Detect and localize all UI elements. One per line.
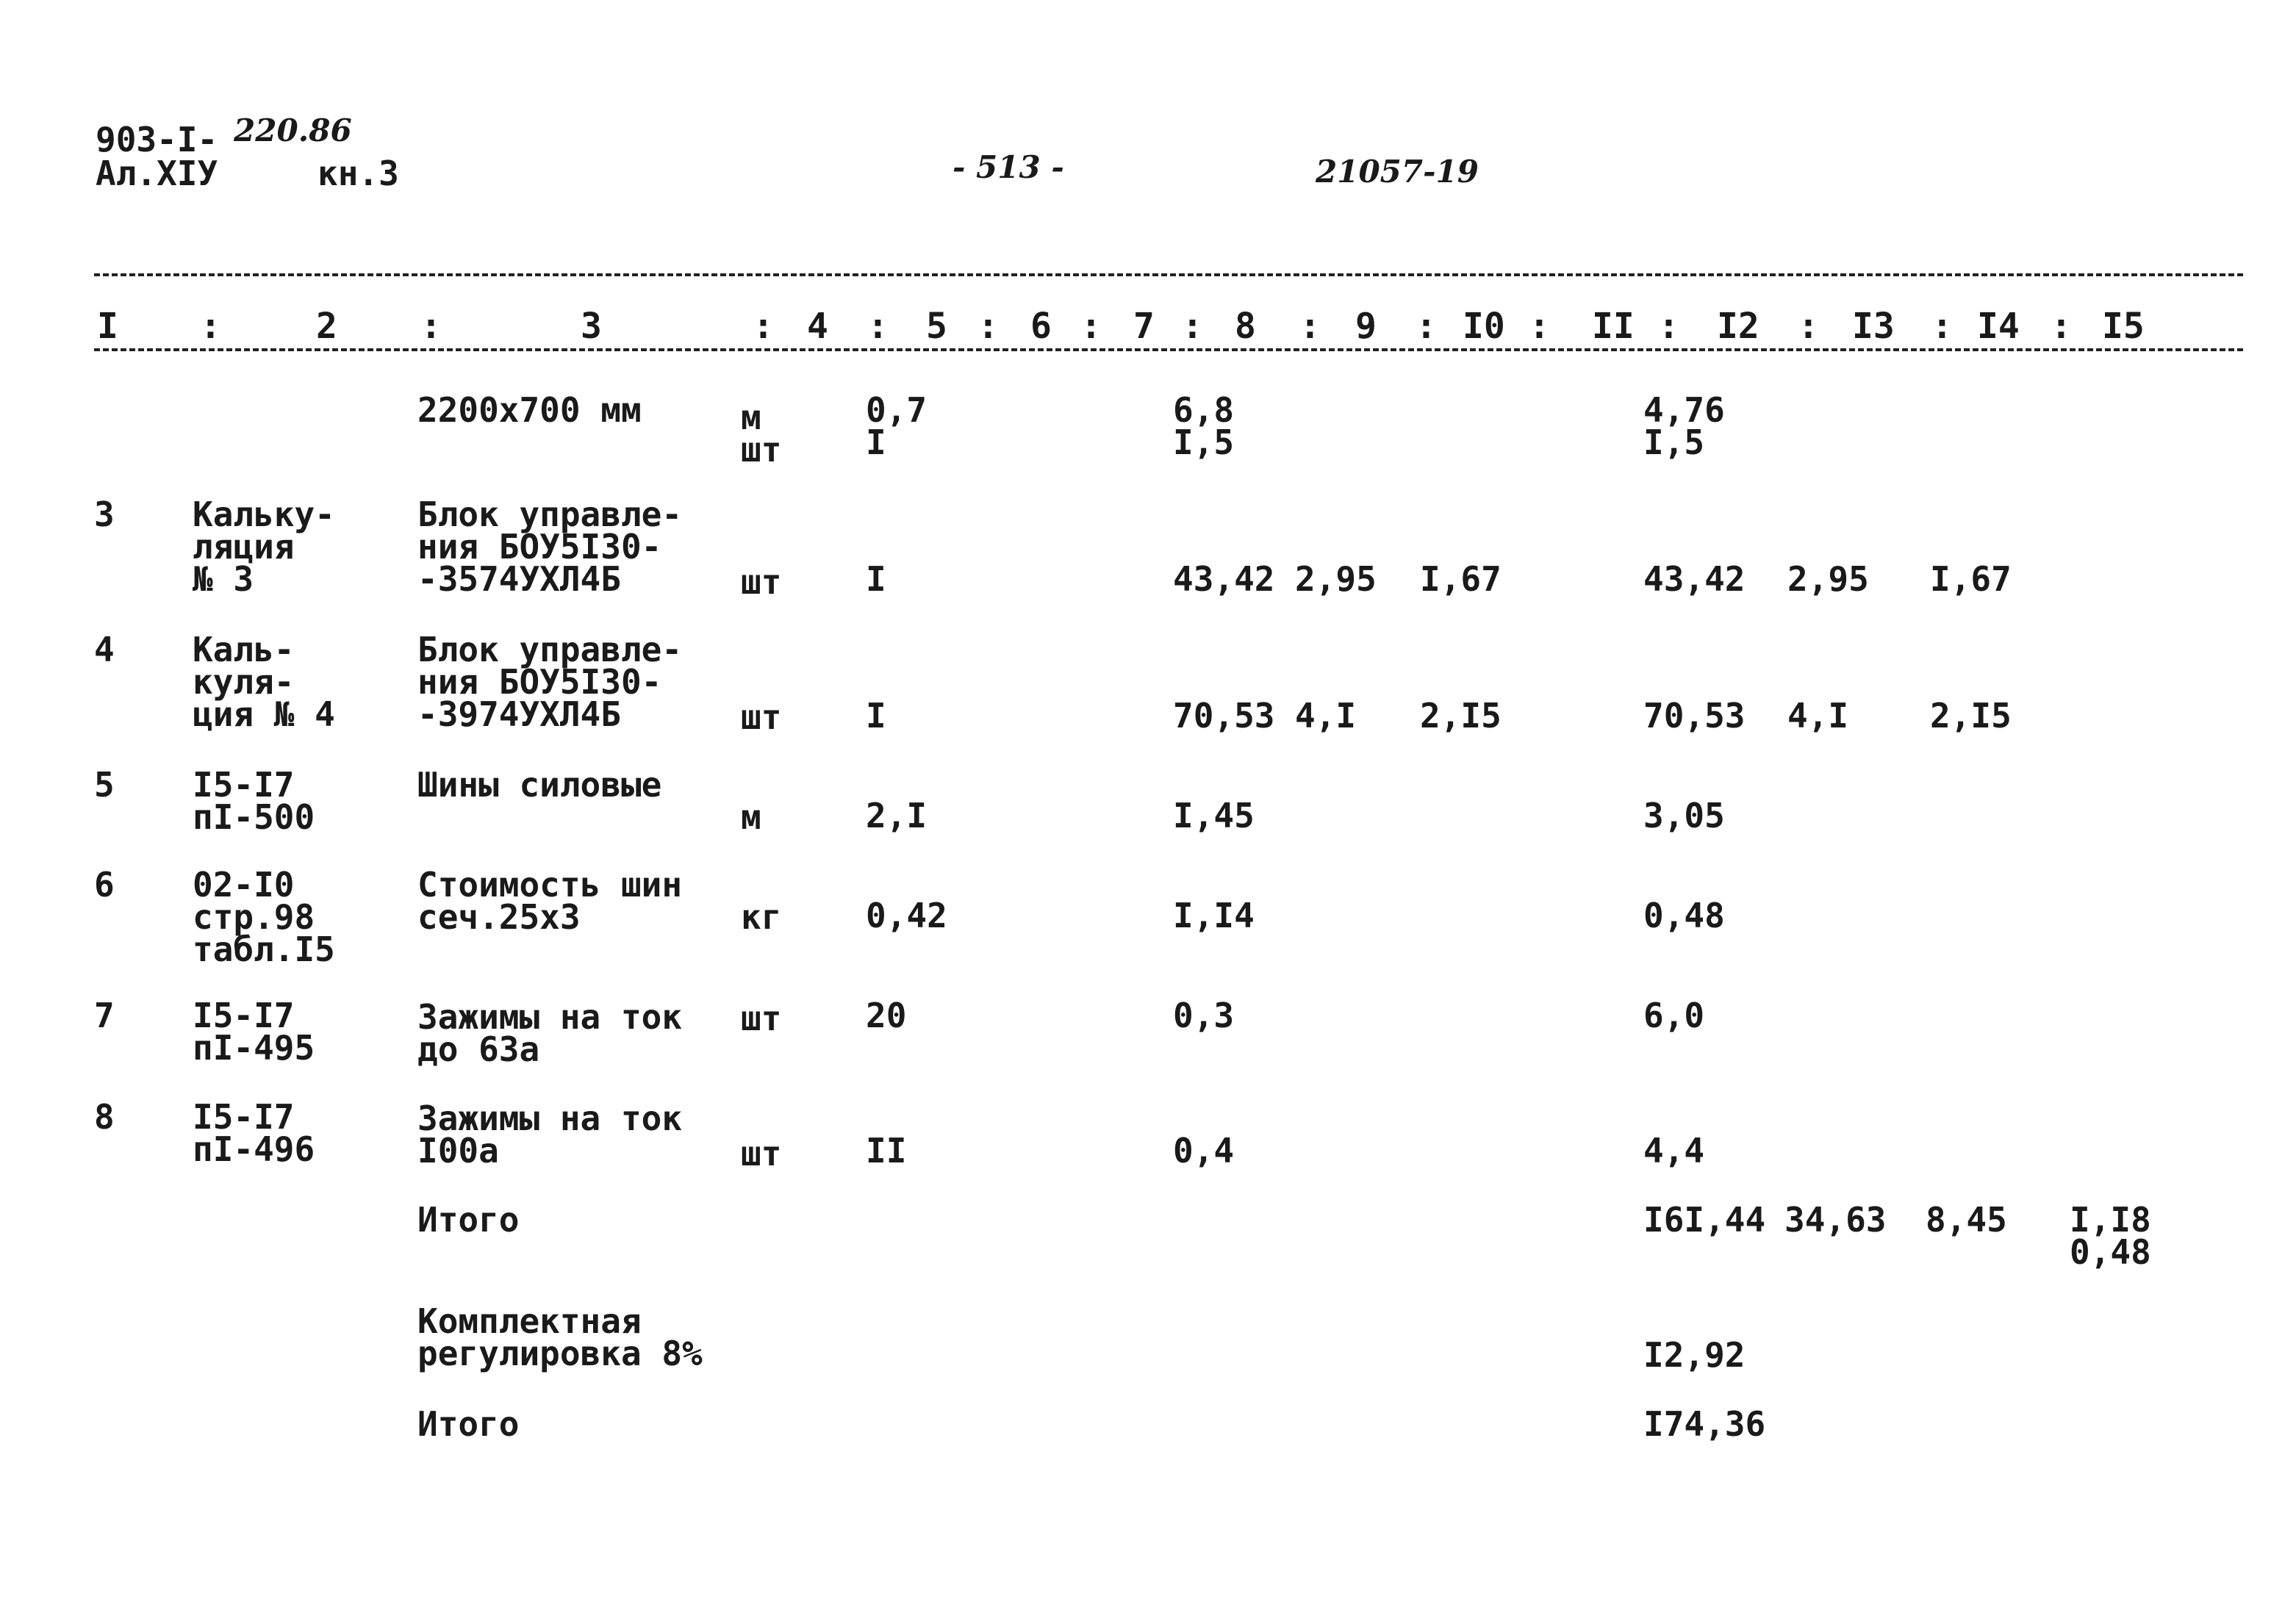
row-name: 2200x700 мм <box>417 390 642 430</box>
row-col-14: I,67 <box>1930 559 2012 599</box>
row-col-10: I,67 <box>1420 559 1502 599</box>
row-col-14: 2,I5 <box>1930 696 2012 736</box>
column-header-13: I3 <box>1852 306 1895 347</box>
row-col-12: 4,4 <box>1643 1131 1705 1171</box>
row-col-8: 6,8 I,5 <box>1173 390 1235 462</box>
row-col-13: 4,I <box>1787 696 1849 736</box>
column-separator: : <box>977 306 999 347</box>
row-col-10: 2,I5 <box>1420 696 1502 736</box>
row-unit: шт <box>741 1134 782 1173</box>
row-quantity: I <box>866 559 886 599</box>
row-number: 5 <box>94 765 115 805</box>
adjustment-label: Комплектная регулировка 8% <box>417 1301 703 1373</box>
row-reference: I5-I7 пI-495 <box>193 996 315 1068</box>
column-separator: : <box>1299 306 1321 347</box>
total-col-13: 34,63 <box>1784 1200 1887 1240</box>
grand-total-label: Итого <box>417 1404 520 1444</box>
row-col-13: 2,95 <box>1787 559 1869 599</box>
row-col-12: 4,76 I,5 <box>1643 390 1725 462</box>
row-col-8: 0,3 <box>1173 996 1235 1035</box>
total-col-12: I6I,44 <box>1643 1200 1766 1240</box>
column-header-3: 3 <box>581 306 602 347</box>
row-reference: I5-I7 пI-496 <box>193 1097 315 1169</box>
row-col-8: I,45 <box>1173 796 1255 835</box>
page-number-handwritten: - 513 - <box>953 149 1064 185</box>
column-separator: : <box>1658 306 1679 347</box>
reference-number-handwritten: 21057-19 <box>1316 154 1479 190</box>
column-header-9: 9 <box>1355 306 1377 347</box>
column-separator: : <box>1931 306 1953 347</box>
row-reference: I5-I7 пI-500 <box>193 765 315 837</box>
column-header-1: I <box>97 306 118 347</box>
column-separator: : <box>1798 306 1819 347</box>
row-quantity: I <box>866 696 886 736</box>
column-separator: : <box>2051 306 2072 347</box>
table-top-rule <box>94 273 2243 276</box>
column-header-11: II <box>1592 306 1635 347</box>
row-quantity: 20 <box>866 996 907 1035</box>
row-name: Стоимость шин сеч.25x3 <box>417 865 683 937</box>
column-header-12: I2 <box>1717 306 1759 347</box>
document-code-handwritten: 220.86 <box>234 112 352 148</box>
row-name: Блок управле- ния БОУ5I30- -3574УХЛ4Б <box>417 495 683 599</box>
row-col-12: 6,0 <box>1643 996 1705 1035</box>
row-col-9: 2,95 <box>1295 559 1377 599</box>
column-header-5: 5 <box>926 306 947 347</box>
column-header-10: I0 <box>1463 306 1505 347</box>
album-number: Ал.XIУ <box>96 154 218 193</box>
total-label: Итого <box>417 1200 520 1240</box>
row-col-12: 43,42 <box>1643 559 1746 599</box>
row-reference: Каль- куля- ция № 4 <box>193 630 335 734</box>
column-separator: : <box>200 306 221 347</box>
column-separator: : <box>1080 306 1102 347</box>
row-unit: кг <box>741 897 782 937</box>
adjustment-col-12: I2,92 <box>1643 1335 1746 1375</box>
column-header-4: 4 <box>807 306 828 347</box>
column-separator: : <box>1182 306 1203 347</box>
row-name: Зажимы на ток I00а <box>417 1099 683 1171</box>
column-separator: : <box>420 306 442 347</box>
row-unit: м <box>741 797 761 837</box>
row-reference: 02-I0 стр.98 табл.I5 <box>193 865 335 969</box>
row-col-8: 70,53 <box>1173 696 1275 736</box>
row-col-12: 3,05 <box>1643 796 1725 835</box>
table-header-rule <box>94 348 2243 351</box>
row-col-9: 4,I <box>1295 696 1357 736</box>
total-col-14: 8,45 <box>1926 1200 2007 1240</box>
row-unit: шт <box>741 697 782 737</box>
row-quantity: 0,7 I <box>866 390 928 462</box>
column-header-2: 2 <box>316 306 337 347</box>
row-unit: шт <box>741 999 782 1038</box>
column-separator: : <box>1416 306 1437 347</box>
row-number: 6 <box>94 865 115 905</box>
column-header-8: 8 <box>1235 306 1256 347</box>
column-header-15: I5 <box>2102 306 2145 347</box>
row-col-8: 43,42 <box>1173 559 1275 599</box>
column-header-7: 7 <box>1133 306 1155 347</box>
row-unit: м шт <box>741 398 782 470</box>
grand-total-col-12: I74,36 <box>1643 1404 1766 1444</box>
row-quantity: 0,42 <box>866 896 947 935</box>
row-col-8: 0,4 <box>1173 1131 1235 1171</box>
row-reference: Кальку- ляция № 3 <box>193 495 335 599</box>
row-name: Шины силовые <box>417 765 662 805</box>
row-unit: шт <box>741 562 782 602</box>
column-separator: : <box>1529 306 1550 347</box>
row-col-12: 0,48 <box>1643 896 1725 935</box>
row-number: 4 <box>94 630 115 669</box>
document-code: 903-I- <box>96 120 218 159</box>
column-separator: : <box>753 306 774 347</box>
total-col-15: I,I8 0,48 <box>2070 1200 2151 1272</box>
book-number: кн.3 <box>318 154 399 193</box>
row-number: 8 <box>94 1097 115 1137</box>
row-quantity: 2,I <box>866 796 928 835</box>
column-separator: : <box>867 306 889 347</box>
column-header-14: I4 <box>1977 306 2020 347</box>
row-col-8: I,I4 <box>1173 896 1255 935</box>
row-number: 7 <box>94 996 115 1035</box>
row-name: Блок управле- ния БОУ5I30- -3974УХЛ4Б <box>417 630 683 734</box>
row-name: Зажимы на ток до 63а <box>417 997 683 1069</box>
row-quantity: II <box>866 1131 907 1171</box>
row-col-12: 70,53 <box>1643 696 1746 736</box>
row-number: 3 <box>94 495 115 534</box>
column-header-6: 6 <box>1030 306 1052 347</box>
